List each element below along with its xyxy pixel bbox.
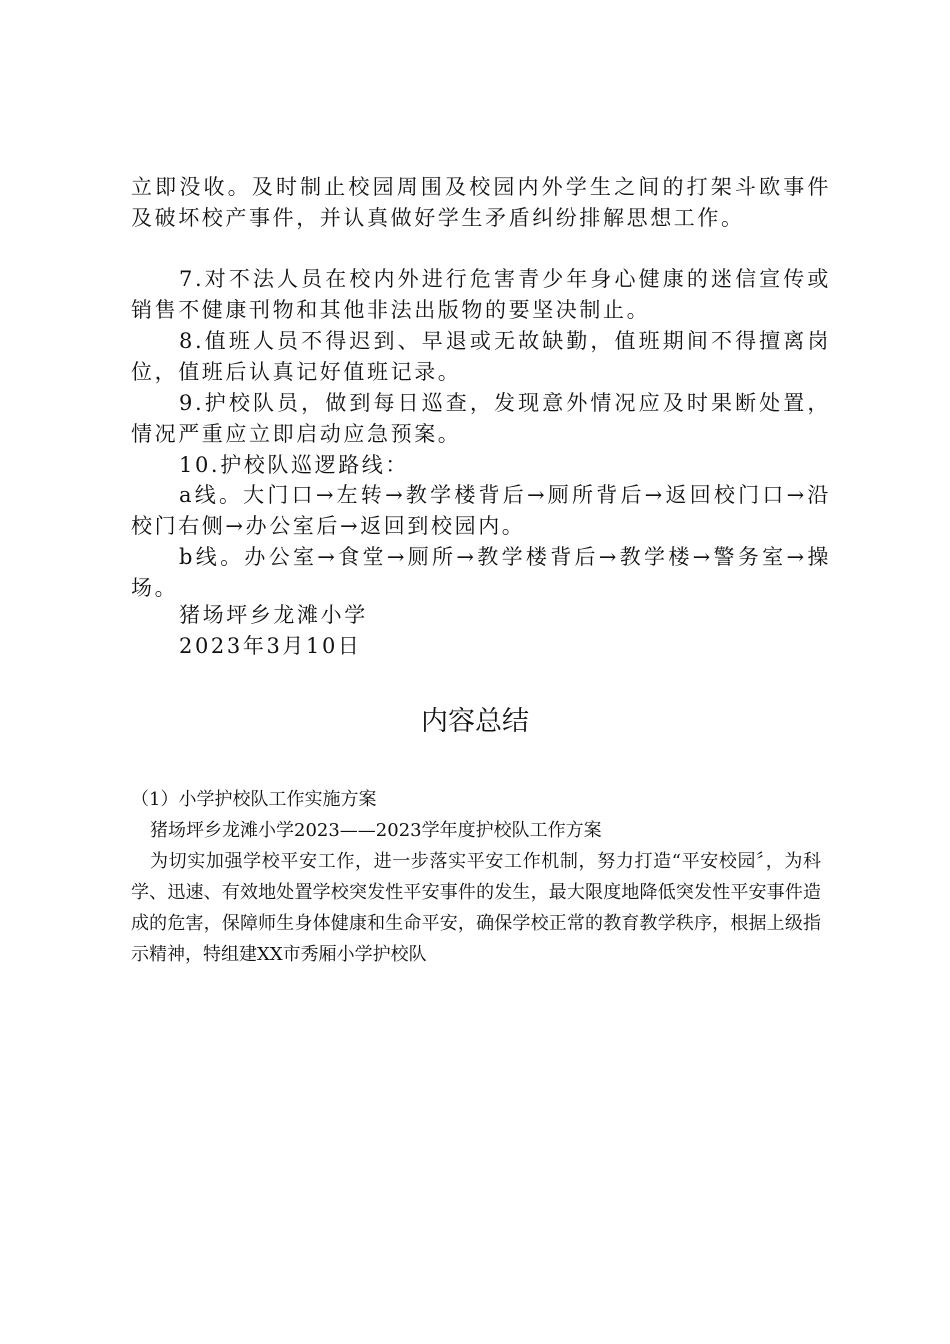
date-line: 2023年3月10日	[179, 634, 362, 658]
item-9-paragraph: 9.护校队员，做到每日巡查，发现意外情况应及时果断处置，情况严重应立即启动应急预案。	[131, 391, 831, 446]
item-7-paragraph: 7.对不法人员在校内外进行危害青少年身心健康的迷信宣传或销售不健康刊物和其他非法出版物的要坚决制止。	[131, 267, 831, 322]
summary-line-1: （1）小学护校队工作实施方案	[131, 789, 377, 810]
route-b-paragraph: b线。办公室→食堂→厕所→教学楼背后→教学楼→警务室→操场。	[131, 545, 831, 600]
signature-line: 猪场坪乡龙滩小学	[179, 603, 368, 627]
summary-title: 内容总结	[421, 706, 529, 737]
route-a-paragraph: a线。大门口→左转→教学楼背后→厕所背后→返回校门口→沿校门右侧→办公室后→返回到校园内。	[131, 483, 831, 538]
continuation-paragraph: 立即没收。及时制止校园周围及校园内外学生之间的打架斗欧事件及破坏校产事件，并认真做好学生矛盾纠纷排解思想工作。	[131, 175, 831, 230]
item-10-paragraph: 10.护校队巡逻路线：	[179, 453, 409, 477]
item-8-paragraph: 8.值班人员不得迟到、早退或无故缺勤，值班期间不得擅离岗位，值班后认真记好值班记录。	[131, 329, 831, 384]
summary-paragraph: 为切实加强学校平安工作，进一步落实平安工作机制，努力打造“平安校园〞，为科学、迅速、有效地处置学校突发性平安事件的发生，最大限度地降低突发性平安事件造成的危害，保障师生身体健康和生命平安，确保学校正常的教育教学秩序，根据上级指示精神，特组建XX市秀厢小学护校队	[131, 851, 821, 965]
summary-line-2: 猪场坪乡龙滩小学2023——2023学年度护校队工作方案	[150, 820, 602, 841]
